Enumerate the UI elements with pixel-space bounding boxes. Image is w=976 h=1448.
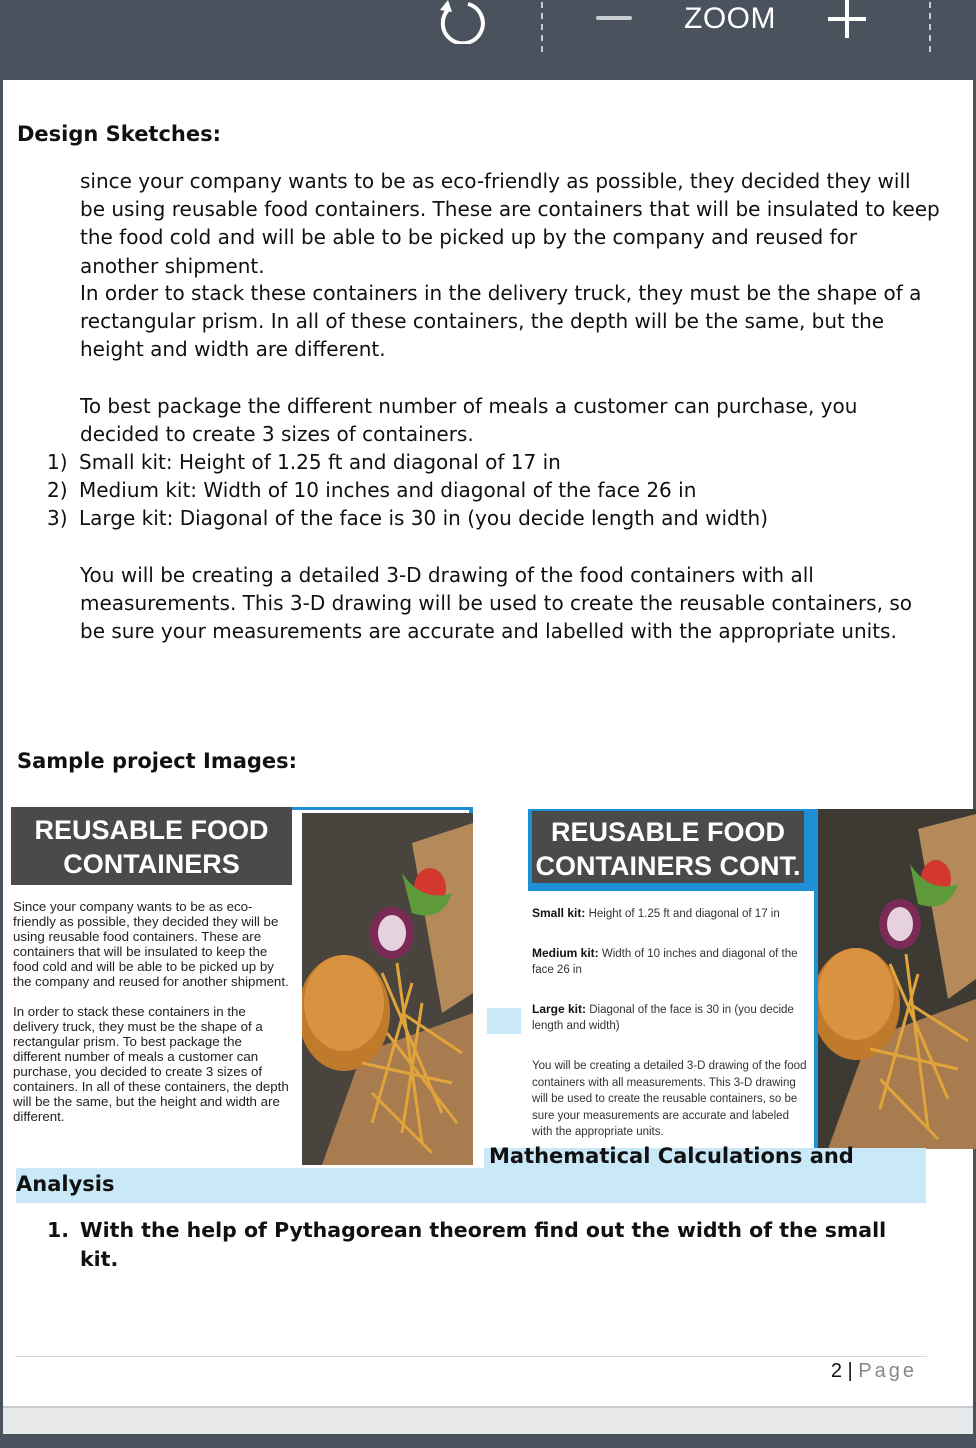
slide-body (13, 899, 290, 1165)
slide-paragraph: Since your company wants to be as eco-friendly as possible, they decided they will be using reusable food containers. These are containers that will be insulated to keep the food cold and will be able to be picked up by the company and reused for another shipment. (13, 899, 289, 989)
slide-title: REUSABLE FOOD CONTAINERS CONT. (532, 811, 804, 883)
slide-title: REUSABLE FOOD CONTAINERS (11, 807, 292, 885)
package-paragraph: To best package the different number of meals a customer can purchase, you decided to create 3 sizes of containers. (80, 394, 858, 447)
viewer-toolbar (0, 0, 976, 80)
question-text: With the help of Pythagorean theorem find out the width of the small kit. (80, 1218, 887, 1271)
toolbar-divider (929, 2, 931, 52)
sample-images-heading: Sample project Images: (17, 749, 298, 773)
kit-item-large (47, 504, 768, 532)
question-1 (47, 1216, 927, 1274)
kit-text: Medium kit: Width of 10 inches and diagonal of the face 26 in (79, 478, 697, 502)
slide-drawing-text: You will be creating a detailed 3-D drawing of the food containers with all measurements. This 3-D drawing will be used to create the reusable containers, so be sure your measurements are accurate and labeled with the appropriate units. (532, 1060, 807, 1138)
minus-icon (596, 16, 632, 20)
kit-number: 2) (47, 478, 68, 502)
document-page (3, 80, 973, 1406)
sample-slide-2 (484, 809, 976, 1149)
kit-number: 1) (47, 450, 68, 474)
design-sketches-heading: Design Sketches: (17, 122, 222, 146)
zoom-label: ZOOM (684, 2, 776, 35)
kit-item-small (47, 448, 561, 476)
sample-slide-1 (11, 807, 473, 1165)
zoom-out-button[interactable] (596, 16, 634, 22)
toolbar-divider (541, 2, 543, 52)
kit-text: Large kit: Diagonal of the face is 30 in (you decide length and width) (79, 506, 769, 530)
question-number: 1. (47, 1218, 70, 1242)
stack-paragraph: In order to stack these containers in the delivery truck, they must be the shape of a rectangular prism. In all of these containers, the depth will be the same, but the height and width are different. (80, 281, 922, 362)
math-heading: Mathematical Calculations and (489, 1144, 854, 1168)
slide-medium-kit: Medium kit: Width of 10 inches and diagonal of the face 26 in (532, 946, 798, 976)
slide-small-kit: Small kit: Height of 1.25 ft and diagonal of 17 in (532, 906, 780, 920)
kit-number: 3) (47, 506, 68, 530)
slide-paragraph: In order to stack these containers in the delivery truck, they must be the shape of a rectangular prism. To best package the different number of meals a customer can purchase, you decided to create 3 sizes of containers. In all of these containers, the depth will be the same, but the height and width are different. (13, 1004, 289, 1124)
burger-fries-image (818, 809, 976, 1149)
burger-fries-image (302, 813, 473, 1165)
intro-paragraph: since your company wants to be as eco-friendly as possible, they decided they will be using reusable food containers. These are containers that will be insulated to keep the food cold and will be able to be picked up by the company and reused for another shipment. (80, 169, 940, 278)
kit-item-medium (47, 476, 696, 504)
footer-divider (15, 1356, 927, 1357)
math-heading-continued: Analysis (16, 1172, 115, 1196)
rotate-icon[interactable] (436, 0, 486, 44)
drawing-paragraph: You will be creating a detailed 3-D drawing of the food containers with all measurements. This 3-D drawing will be used to create the reusable containers, so be sure your measurements are accurate and labelled with the appropriate units. (80, 563, 912, 644)
slide-large-kit: Large kit: Diagonal of the face is 30 in (you decide length and width) (532, 1002, 794, 1032)
page-number: 2 | Page (830, 1360, 917, 1382)
page-bottom-edge (3, 1406, 973, 1434)
kit-text: Small kit: Height of 1.25 ft and diagonal of 17 in (79, 450, 561, 474)
zoom-in-button[interactable] (828, 0, 868, 40)
